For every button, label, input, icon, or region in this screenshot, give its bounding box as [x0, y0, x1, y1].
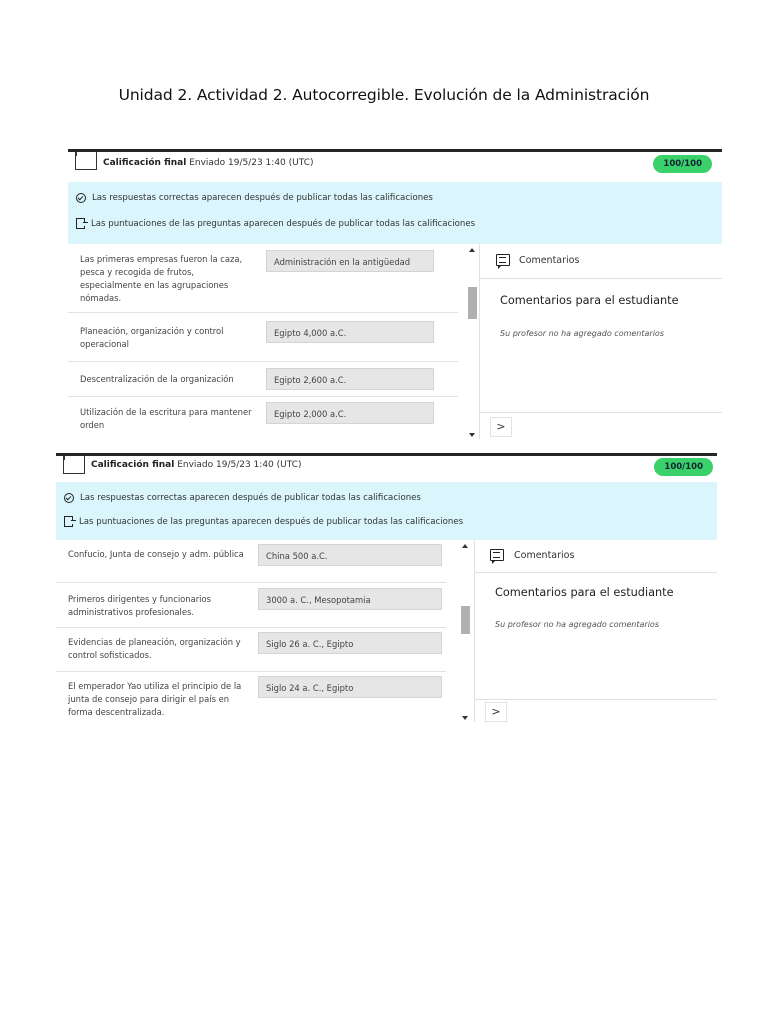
info-box — [56, 482, 717, 540]
question-list[interactable] — [56, 540, 454, 722]
scores-notice-text: Las puntuaciones de las preguntas aparecen después de publicar todas las calificaciones — [91, 218, 476, 229]
question-text: Confucio, Junta de consejo y adm. pública — [68, 549, 244, 559]
score-badge: 100/100 — [654, 458, 713, 476]
grade-title — [103, 158, 314, 168]
info-box — [68, 182, 722, 244]
score-badge: 100/100 — [653, 155, 712, 173]
check-circle-icon — [64, 493, 74, 503]
answer-box: Siglo 24 a. C., Egipto — [258, 676, 442, 698]
scroll-up-arrow-icon[interactable] — [462, 544, 468, 548]
scrollbar[interactable] — [461, 540, 471, 722]
question-list[interactable] — [68, 244, 466, 439]
scores-notice — [76, 218, 475, 229]
scores-notice — [64, 516, 463, 527]
question-row — [68, 312, 458, 362]
scores-notice-text: Las puntuaciones de las preguntas aparecen después de publicar todas las calificaciones — [79, 516, 464, 527]
document-icon — [75, 149, 97, 170]
grade-title — [91, 460, 302, 470]
question-row — [56, 671, 446, 722]
comments-tab-label: Comentarios — [514, 550, 575, 561]
question-row — [56, 540, 446, 583]
scroll-up-arrow-icon[interactable] — [469, 248, 475, 252]
submitted-date: Enviado 19/5/23 1:40 (UTC) — [189, 158, 314, 168]
grade-header — [68, 152, 722, 182]
question-row — [68, 361, 458, 397]
scroll-thumb[interactable] — [461, 606, 470, 634]
answers-notice-text: Las respuestas correctas aparecen después de publicar todas las calificaciones — [92, 193, 433, 203]
question-row — [68, 244, 458, 313]
answers-notice-text: Las respuestas correctas aparecen después de publicar todas las calificaciones — [80, 493, 421, 503]
question-row — [56, 582, 446, 628]
comments-title: Comentarios para el estudiante — [495, 586, 674, 599]
grade-header — [56, 456, 717, 482]
answer-box: Egipto 4,000 a.C. — [266, 321, 434, 343]
answers-notice — [64, 493, 421, 503]
question-text: Descentralización de la organización — [80, 374, 234, 384]
comments-empty-text: Su profesor no ha agregado comentarios — [500, 329, 664, 338]
comments-tab-label: Comentarios — [519, 255, 580, 266]
comments-panel — [474, 540, 717, 722]
scrollbar[interactable] — [468, 244, 478, 439]
question-text: Utilización de la escritura para mantener orden — [80, 407, 252, 430]
next-button[interactable]: > — [490, 417, 512, 437]
comments-divider — [480, 412, 722, 413]
document-icon — [63, 453, 85, 474]
question-text: El emperador Yao utiliza el principio de la junta de consejo para dirigir el país en forma descentralizada. — [68, 681, 242, 717]
scroll-down-arrow-icon[interactable] — [469, 433, 475, 437]
comments-title: Comentarios para el estudiante — [500, 294, 679, 307]
comments-header[interactable] — [475, 540, 717, 573]
content-area — [56, 540, 717, 722]
comments-panel — [479, 244, 722, 439]
next-button[interactable]: > — [485, 702, 507, 722]
question-row — [68, 396, 458, 439]
answer-box: Egipto 2,000 a.C. — [266, 402, 434, 424]
comments-header[interactable] — [480, 244, 722, 279]
grade-panel-1 — [68, 149, 722, 441]
content-area — [68, 244, 722, 439]
answer-box: Siglo 26 a. C., Egipto — [258, 632, 442, 654]
grade-label: Calificación final — [91, 460, 175, 470]
submitted-date: Enviado 19/5/23 1:40 (UTC) — [177, 460, 302, 470]
score-icon — [76, 218, 85, 229]
answers-notice — [76, 193, 433, 203]
question-text: Evidencias de planeación, organización y control sofisticados. — [68, 637, 241, 660]
comments-divider — [475, 699, 717, 700]
document-title: Unidad 2. Actividad 2. Autocorregible. Evolución de la Administración — [118, 86, 650, 104]
scroll-down-arrow-icon[interactable] — [462, 716, 468, 720]
check-circle-icon — [76, 193, 86, 203]
comment-icon — [496, 254, 510, 266]
question-row — [56, 627, 446, 672]
question-text: Primeros dirigentes y funcionarios administrativos profesionales. — [68, 594, 211, 617]
answer-box: China 500 a.C. — [258, 544, 442, 566]
question-text: Las primeras empresas fueron la caza, pesca y recogida de frutos, especialmente en las agrupaciones nómadas. — [80, 254, 243, 303]
comments-empty-text: Su profesor no ha agregado comentarios — [495, 620, 659, 629]
scroll-thumb[interactable] — [468, 287, 477, 319]
score-icon — [64, 516, 73, 527]
grade-label: Calificación final — [103, 158, 187, 168]
answer-box: Egipto 2,600 a.C. — [266, 368, 434, 390]
answer-box: 3000 a. C., Mesopotamia — [258, 588, 442, 610]
grade-panel-2 — [56, 453, 717, 725]
question-text: Planeación, organización y control operacional — [80, 326, 224, 349]
comment-icon — [490, 549, 504, 561]
answer-box: Administración en la antigüedad — [266, 250, 434, 272]
